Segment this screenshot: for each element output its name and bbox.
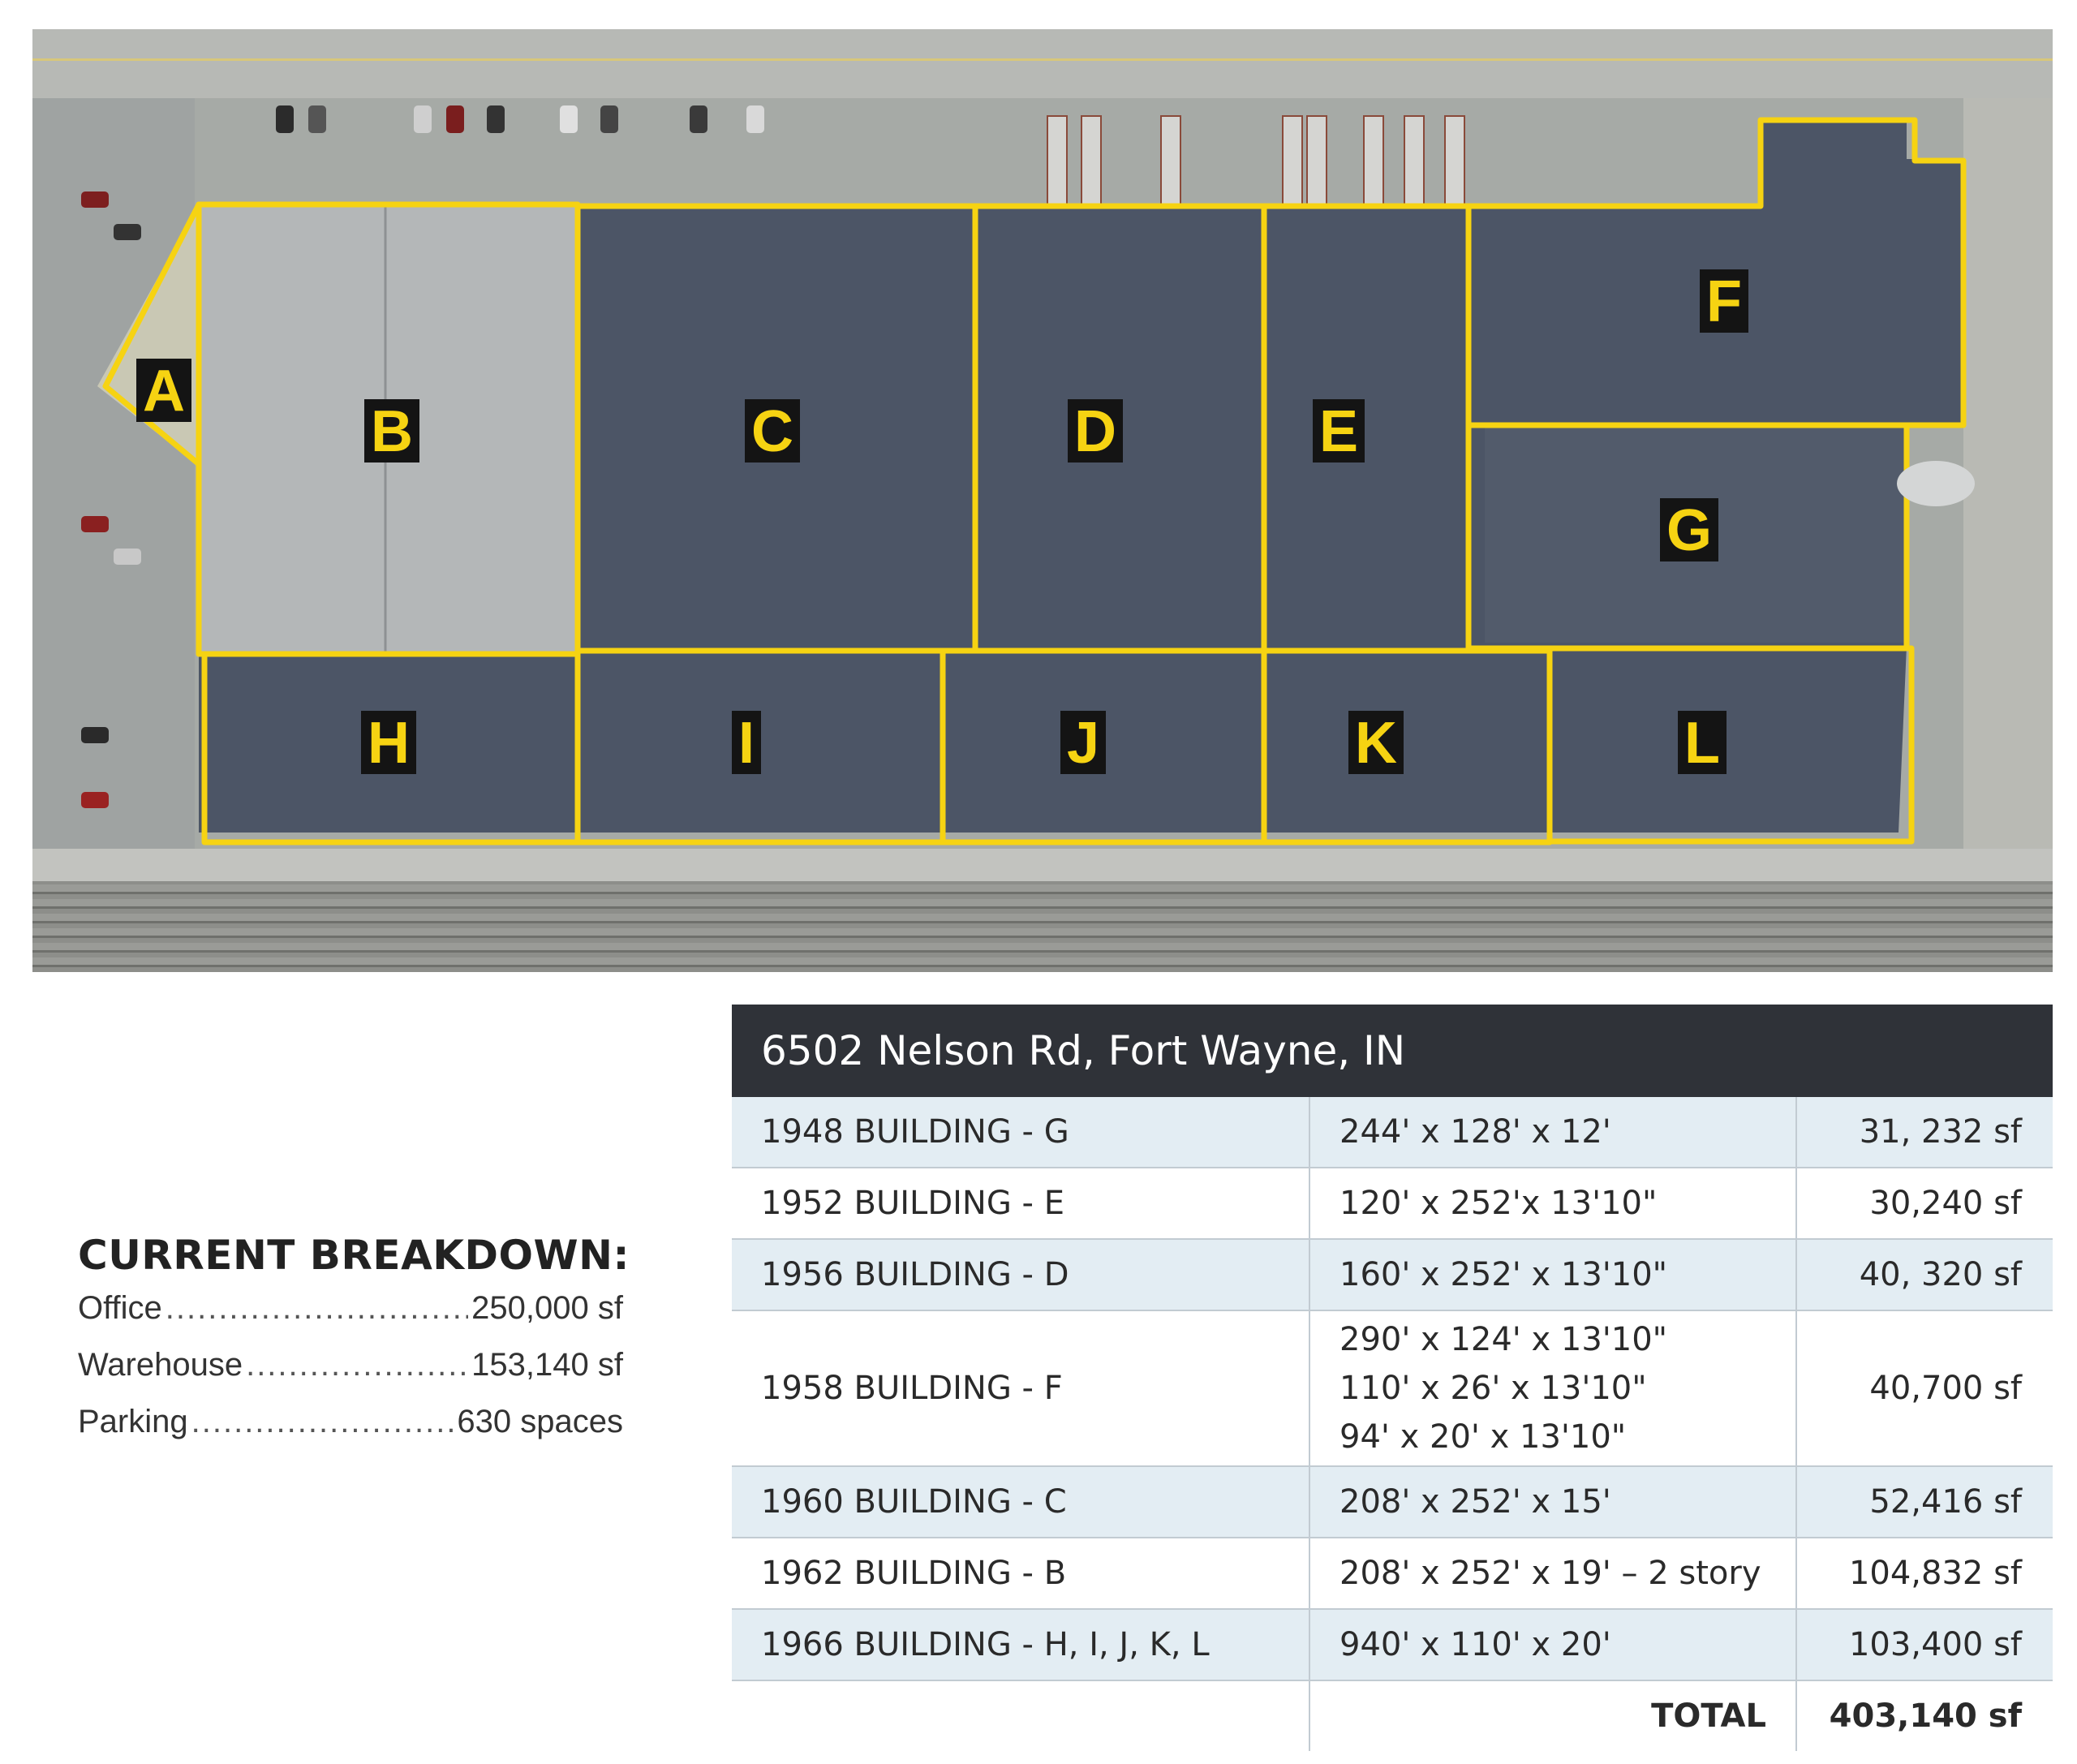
label-i: I	[732, 711, 761, 774]
building-outlines	[32, 29, 2053, 972]
area-cell: 40, 320 sf	[1796, 1239, 2053, 1310]
label-a: A	[136, 359, 191, 422]
dimension-line: 110' x 26' x 13'10"	[1340, 1370, 1647, 1407]
label-h: H	[361, 711, 416, 774]
building-cell: 1956 BUILDING - D	[732, 1239, 1309, 1310]
roof-a	[97, 204, 199, 466]
building-cell: 1962 BUILDING - B	[732, 1538, 1309, 1609]
empty-cell	[732, 1680, 1309, 1751]
table-header-row	[732, 1005, 2053, 1097]
breakdown-value: 250,000 sf	[471, 1290, 623, 1326]
dimensions-cell	[1309, 1310, 1796, 1466]
area-cell: 52,416 sf	[1796, 1466, 2053, 1538]
dot-leader	[166, 1290, 468, 1327]
building-spec-table	[732, 1005, 2053, 1751]
table-row	[732, 1168, 2053, 1239]
table-row	[732, 1310, 2053, 1466]
area-cell: 103,400 sf	[1796, 1609, 2053, 1680]
breakdown-label: Office	[78, 1290, 162, 1326]
table-row	[732, 1538, 2053, 1609]
building-cell: 1958 BUILDING - F	[732, 1310, 1309, 1466]
area-cell: 104,832 sf	[1796, 1538, 2053, 1609]
dimensions-cell: 208' x 252' x 15'	[1309, 1466, 1796, 1538]
label-c: C	[745, 399, 800, 463]
dimensions-cell: 160' x 252' x 13'10"	[1309, 1239, 1796, 1310]
table-row	[732, 1097, 2053, 1168]
label-f: F	[1700, 269, 1748, 333]
silo	[1897, 461, 1975, 506]
current-breakdown	[78, 1232, 630, 1461]
dimensions-cell: 244' x 128' x 12'	[1309, 1097, 1796, 1168]
table-row	[732, 1239, 2053, 1310]
building-cell: 1960 BUILDING - C	[732, 1466, 1309, 1538]
table-row	[732, 1466, 2053, 1538]
label-l: L	[1678, 711, 1727, 774]
label-g: G	[1660, 498, 1718, 561]
total-row	[732, 1680, 2053, 1751]
dot-leader	[191, 1404, 454, 1440]
breakdown-row-parking	[78, 1404, 623, 1461]
label-k: K	[1348, 711, 1404, 774]
area-cell: 31, 232 sf	[1796, 1097, 2053, 1168]
table-row	[732, 1609, 2053, 1680]
building-cell: 1952 BUILDING - E	[732, 1168, 1309, 1239]
building-cell: 1966 BUILDING - H, I, J, K, L	[732, 1609, 1309, 1680]
building-cell: 1948 BUILDING - G	[732, 1097, 1309, 1168]
aerial-site-map	[32, 29, 2053, 972]
dimensions-cell: 208' x 252' x 19' – 2 story	[1309, 1538, 1796, 1609]
dimensions-cell: 940' x 110' x 20'	[1309, 1609, 1796, 1680]
label-d: D	[1068, 399, 1123, 463]
breakdown-label: Parking	[78, 1404, 188, 1439]
area-cell: 40,700 sf	[1796, 1310, 2053, 1466]
dimension-line: 290' x 124' x 13'10"	[1340, 1321, 1668, 1358]
breakdown-label: Warehouse	[78, 1347, 243, 1383]
label-j: J	[1060, 711, 1106, 774]
breakdown-value: 630 spaces	[457, 1404, 623, 1439]
dimension-line: 94' x 20' x 13'10"	[1340, 1418, 1627, 1456]
breakdown-title: CURRENT BREAKDOWN:	[78, 1232, 630, 1279]
label-e: E	[1313, 399, 1365, 463]
table-title: 6502 Nelson Rd, Fort Wayne, IN	[732, 1005, 2053, 1097]
breakdown-row-warehouse	[78, 1347, 623, 1404]
breakdown-row-office	[78, 1290, 623, 1347]
dimensions-cell: 120' x 252'x 13'10"	[1309, 1168, 1796, 1239]
total-value: 403,140 sf	[1796, 1680, 2053, 1751]
breakdown-value: 153,140 sf	[471, 1347, 623, 1383]
label-b: B	[364, 399, 419, 463]
area-cell: 30,240 sf	[1796, 1168, 2053, 1239]
dot-leader	[246, 1347, 468, 1383]
total-label: TOTAL	[1309, 1680, 1796, 1751]
